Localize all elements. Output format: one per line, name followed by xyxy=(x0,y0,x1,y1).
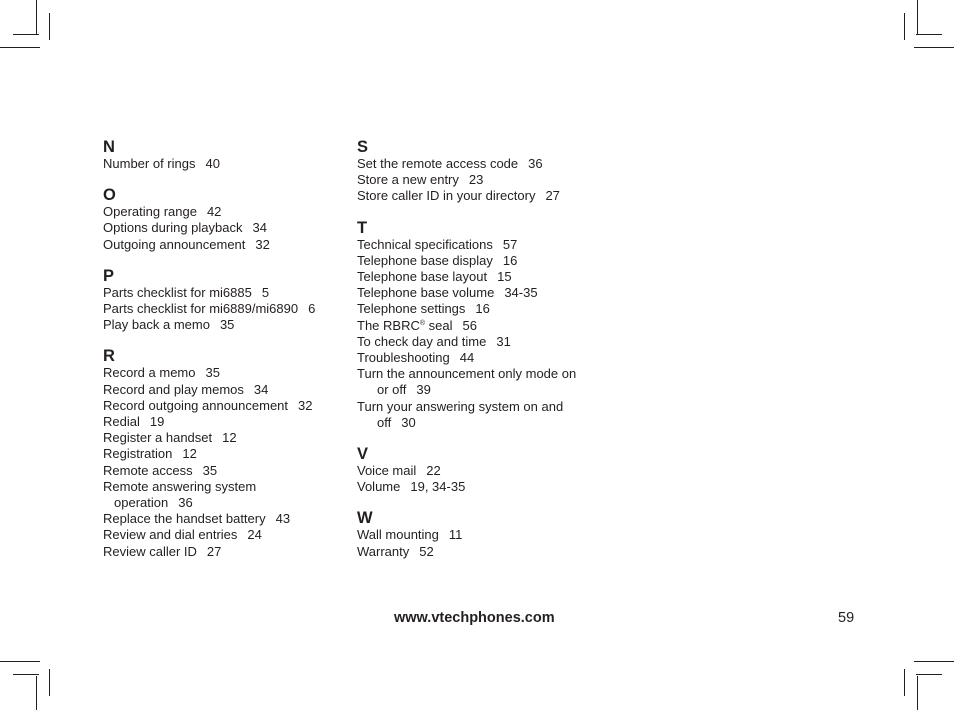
index-entry[interactable] xyxy=(357,301,607,317)
entry-continuation xyxy=(357,415,607,431)
continuation-text: operation xyxy=(114,495,169,511)
entry-text: Options during playback xyxy=(103,220,243,236)
entry-page-number: 19 xyxy=(149,414,165,430)
entry-page-number: 34-35 xyxy=(504,285,538,301)
entry-text: Set the remote access code xyxy=(357,156,519,171)
entry-text: Store caller ID in your directory xyxy=(357,188,536,204)
index-entry[interactable] xyxy=(357,463,607,479)
index-column-left xyxy=(103,138,343,574)
entry-page-number: 30 xyxy=(401,414,416,430)
entry-page-number: 57 xyxy=(502,236,518,252)
entry-text: Number of rings xyxy=(103,156,196,171)
entry-page-number: 11 xyxy=(448,527,463,543)
entry-page-number: 35 xyxy=(219,317,235,333)
section-letter: V xyxy=(357,445,369,464)
entry-text: Outgoing announcement xyxy=(103,236,246,252)
entry-page-number: 35 xyxy=(205,365,220,381)
index-section-n xyxy=(103,138,343,172)
entry-page-number: 22 xyxy=(426,463,441,479)
index-section-o xyxy=(103,186,343,253)
index-entry[interactable] xyxy=(357,479,607,495)
entry-page-number: 32 xyxy=(255,236,270,252)
entry-text: Volume xyxy=(357,479,401,495)
entry-text: Parts checklist for mi6885 xyxy=(103,284,252,300)
entry-page-number: 52 xyxy=(419,543,434,559)
index-entry[interactable] xyxy=(357,318,607,334)
entry-text: Warranty xyxy=(357,543,410,559)
entry-text: Technical specifications xyxy=(357,236,493,252)
entry-page-number: 19, 34-35 xyxy=(410,479,466,495)
index-entry[interactable] xyxy=(357,253,607,269)
index-entry[interactable] xyxy=(357,366,607,398)
index-entry[interactable] xyxy=(103,430,343,446)
index-entry[interactable] xyxy=(103,237,343,253)
entry-text: Telephone base layout xyxy=(357,269,488,285)
entry-page-number: 40 xyxy=(205,156,220,171)
index-entry[interactable] xyxy=(103,414,343,430)
index-section-r xyxy=(103,347,343,559)
index-entry[interactable] xyxy=(103,204,343,220)
registered-mark: ® xyxy=(419,319,426,327)
entry-text: Redial xyxy=(103,414,140,430)
entry-text-after: seal xyxy=(425,317,453,333)
entry-page-number: 56 xyxy=(462,317,477,333)
index-entry[interactable] xyxy=(357,269,607,285)
entry-text: Record outgoing announcement xyxy=(103,397,289,413)
index-entry[interactable] xyxy=(103,156,343,172)
entry-page-number: 16 xyxy=(502,252,518,268)
entry-page-number: 44 xyxy=(459,350,475,366)
section-letter: P xyxy=(103,266,115,285)
entry-text: Remote access xyxy=(103,462,193,478)
index-entry[interactable] xyxy=(103,446,343,462)
entry-text: Telephone settings xyxy=(357,301,466,317)
index-entry[interactable] xyxy=(357,237,607,253)
continuation-text: or off xyxy=(377,382,407,398)
entry-text: Record and play memos xyxy=(103,381,244,397)
entry-text: Replace the handset battery xyxy=(103,511,266,527)
index-entry[interactable] xyxy=(103,398,343,414)
index-section-p xyxy=(103,267,343,334)
entry-text: Turn your answering system on and xyxy=(357,398,564,414)
index-entry[interactable] xyxy=(357,544,607,560)
index-entry[interactable] xyxy=(357,527,607,543)
entry-page-number: 36 xyxy=(178,495,193,511)
index-entry[interactable] xyxy=(103,285,343,301)
entry-page-number: 42 xyxy=(206,204,222,220)
section-letter: W xyxy=(357,509,373,528)
index-column-right xyxy=(357,138,607,574)
index-entry[interactable] xyxy=(103,317,343,333)
entry-page-number: 12 xyxy=(182,446,197,462)
entry-page-number: 35 xyxy=(202,462,218,478)
index-entry[interactable] xyxy=(103,527,343,543)
entry-page-number: 43 xyxy=(275,511,291,527)
entry-text: To check day and time xyxy=(357,333,487,349)
entry-continuation xyxy=(103,495,343,511)
entry-page-number: 23 xyxy=(468,172,484,188)
entry-text: Registration xyxy=(103,446,173,462)
index-section-w xyxy=(357,509,607,559)
entry-page-number: 12 xyxy=(222,430,237,446)
entry-text: Review caller ID xyxy=(103,543,197,559)
entry-page-number: 27 xyxy=(545,188,560,204)
index-section-v xyxy=(357,445,607,495)
entry-page-number: 6 xyxy=(308,301,316,317)
page-number: 59 xyxy=(838,610,855,626)
entry-page-number: 34 xyxy=(253,381,269,397)
entry-page-number: 5 xyxy=(261,284,270,300)
index-entry[interactable] xyxy=(357,188,607,204)
continuation-text: off xyxy=(377,414,392,430)
entry-page-number: 24 xyxy=(247,527,262,543)
index-entry[interactable] xyxy=(103,544,343,560)
index-entry[interactable] xyxy=(103,511,343,527)
entry-page-number: 27 xyxy=(206,543,222,559)
entry-text: Play back a memo xyxy=(103,317,210,333)
entry-page-number: 32 xyxy=(298,397,313,413)
index-entry[interactable] xyxy=(103,301,343,317)
entry-page-number: 15 xyxy=(497,269,512,285)
index-entry[interactable] xyxy=(103,220,343,236)
index-entry[interactable] xyxy=(357,172,607,188)
section-letter: O xyxy=(103,186,116,205)
entry-text: Telephone base display xyxy=(357,252,493,268)
index-section-s xyxy=(357,138,607,205)
entry-text: Review and dial entries xyxy=(103,527,238,543)
index-section-t xyxy=(357,219,607,431)
index-entry[interactable] xyxy=(357,399,607,431)
entry-text: Parts checklist for mi6889/mi6890 xyxy=(103,301,299,317)
entry-page-number: 31 xyxy=(496,333,511,349)
section-letter: S xyxy=(357,138,369,156)
entry-text: Turn the announcement only mode on xyxy=(357,366,577,382)
entry-page-number: 36 xyxy=(528,156,543,171)
footer-url[interactable]: www.vtechphones.com xyxy=(394,610,555,626)
index-entry[interactable] xyxy=(357,285,607,301)
entry-continuation xyxy=(357,382,607,398)
entry-page-number: 16 xyxy=(475,301,490,317)
entry-text: Store a new entry xyxy=(357,172,459,188)
section-letter: N xyxy=(103,138,115,156)
index-entry[interactable] xyxy=(357,334,607,350)
section-letter: T xyxy=(357,218,368,237)
entry-text: Operating range xyxy=(103,204,197,220)
entry-text: Telephone base volume xyxy=(357,285,495,301)
entry-page-number: 39 xyxy=(416,382,431,398)
entry-text: Remote answering system xyxy=(103,478,257,494)
index-entry[interactable] xyxy=(103,479,343,511)
entry-text: The RBRC xyxy=(357,317,420,333)
index-entry[interactable] xyxy=(103,365,343,381)
index-entry[interactable] xyxy=(357,156,607,172)
entry-text: Voice mail xyxy=(357,463,417,479)
index-entry[interactable] xyxy=(103,382,343,398)
entry-page-number: 34 xyxy=(252,220,267,236)
entry-text: Troubleshooting xyxy=(357,350,450,366)
index-entry[interactable] xyxy=(103,463,343,479)
entry-text: Wall mounting xyxy=(357,527,439,543)
entry-text: Register a handset xyxy=(103,430,213,446)
section-letter: R xyxy=(103,347,115,366)
index-entry[interactable] xyxy=(357,350,607,366)
entry-text: Record a memo xyxy=(103,365,196,381)
